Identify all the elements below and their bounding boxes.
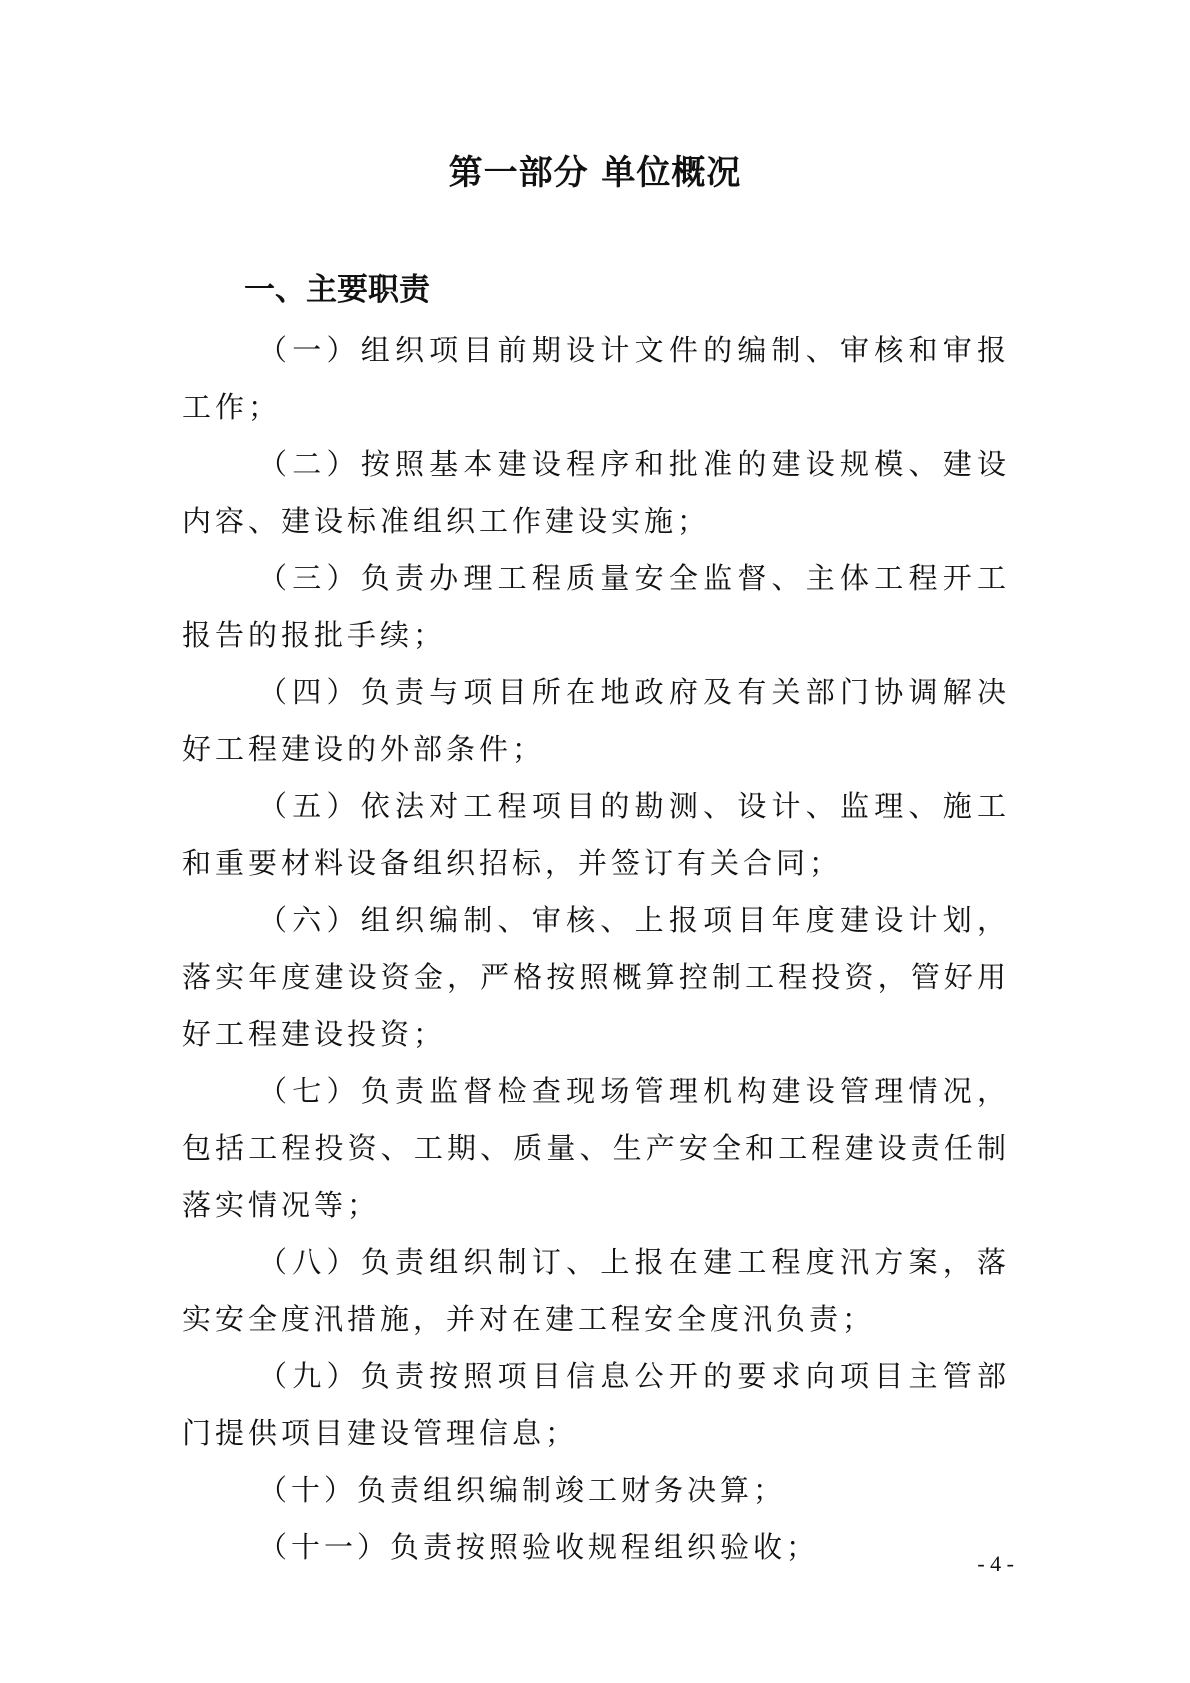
duty-item-7: （七）负责监督检查现场管理机构建设管理情况，包括工程投资、工期、质量、生产安全和工程建设责任制落实情况等； <box>182 1074 1010 1222</box>
duty-item-6: （六）组织编制、审核、上报项目年度建设计划，落实年度建设资金，严格按照概算控制工程投资，管好用好工程建设投资； <box>182 903 1010 1051</box>
duties-list <box>182 322 1010 1576</box>
page-number: - 4 - <box>977 1551 1014 1576</box>
section-heading: 一、主要职责 <box>244 272 430 308</box>
duty-item-5: （五）依法对工程项目的勘测、设计、监理、施工和重要材料设备组织招标，并签订有关合同； <box>182 789 1010 880</box>
duty-item-11: （十一）负责按照验收规程组织验收； <box>258 1530 820 1564</box>
duty-item-8: （八）负责组织制订、上报在建工程度汛方案，落实安全度汛措施，并对在建工程安全度汛负责； <box>182 1245 1010 1336</box>
duty-item-9: （九）负责按照项目信息公开的要求向项目主管部门提供项目建设管理信息； <box>182 1359 1010 1450</box>
duty-item-4: （四）负责与项目所在地政府及有关部门协调解决好工程建设的外部条件； <box>182 675 1010 766</box>
duty-item-3: （三）负责办理工程质量安全监督、主体工程开工报告的报批手续； <box>182 561 1010 652</box>
duty-item-10: （十）负责组织编制竣工财务决算； <box>258 1473 787 1507</box>
duty-item-1: （一）组织项目前期设计文件的编制、审核和审报工作； <box>182 333 1010 424</box>
page-title: 第一部分 单位概况 <box>448 153 742 193</box>
duty-item-2: （二）按照基本建设程序和批准的建设规模、建设内容、建设标准组织工作建设实施； <box>182 447 1010 538</box>
